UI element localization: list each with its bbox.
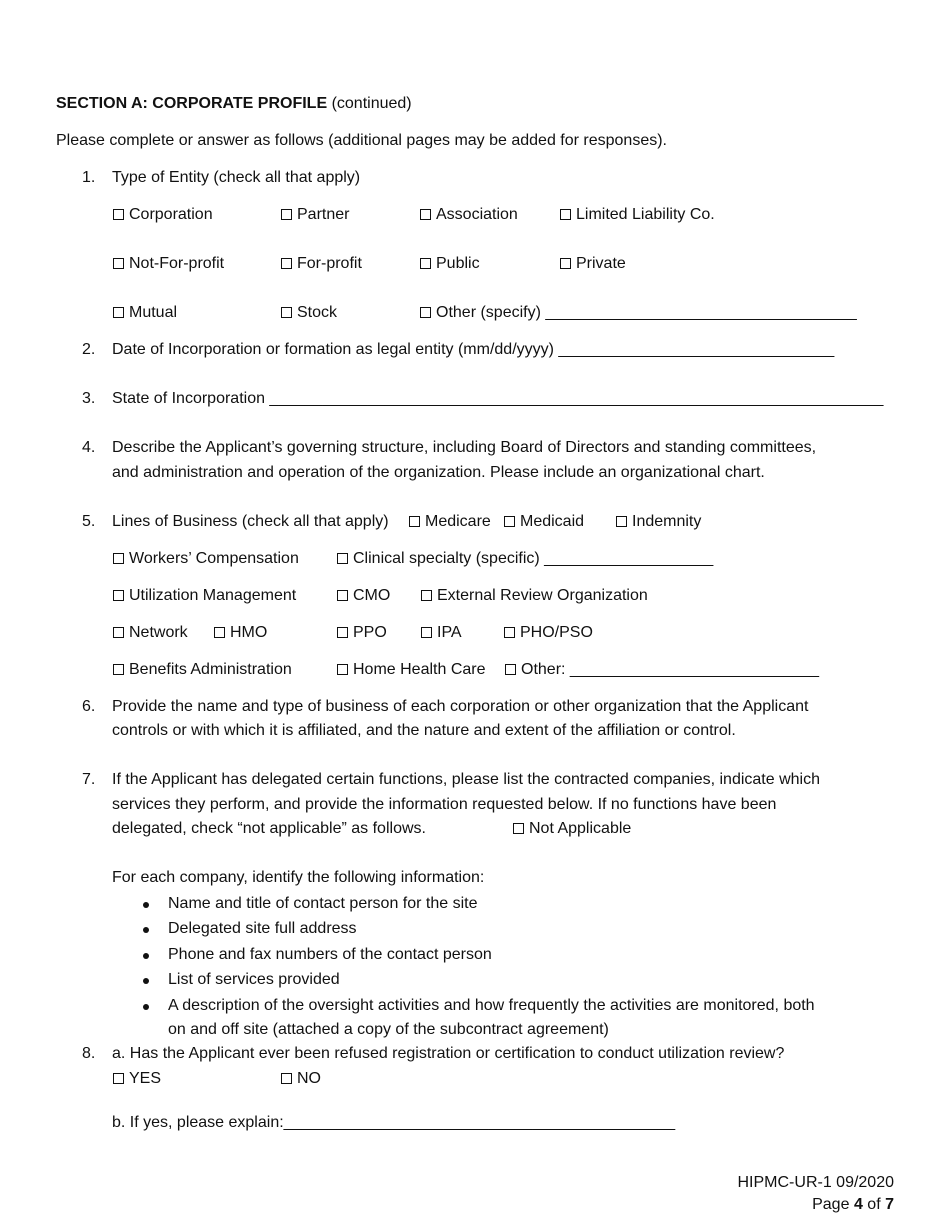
- checkbox-icon: [113, 553, 124, 564]
- checkbox-private[interactable]: Private: [560, 254, 626, 274]
- checkbox-icon: [420, 258, 431, 269]
- checkbox-icon: [560, 258, 571, 269]
- checkbox-ipa[interactable]: IPA: [421, 623, 462, 643]
- checkbox-icon: [337, 664, 348, 675]
- checkbox-not-for-profit[interactable]: Not-For-profit: [113, 254, 224, 274]
- q7-bullet-5-continued: on and off site (attached a copy of the subcontract agreement): [168, 1021, 609, 1038]
- bullet-icon: [143, 927, 149, 933]
- checkbox-pho-pso[interactable]: PHO/PSO: [504, 623, 593, 643]
- q2-date-of-incorporation-field[interactable]: Date of Incorporation or formation as legal entity (mm/dd/yyyy) _______________________________: [112, 341, 835, 358]
- checkbox-icon: [113, 209, 124, 220]
- q7-bullet-1: Name and title of contact person for the site: [168, 895, 478, 912]
- footer-form-id: HIPMC-UR-1 09/2020: [737, 1174, 894, 1191]
- q1-label: Type of Entity (check all that apply): [112, 169, 361, 186]
- q7-number: 7.: [82, 771, 96, 788]
- checkbox-mutual[interactable]: Mutual: [113, 303, 177, 323]
- q5-number: 5.: [82, 513, 96, 530]
- checkbox-indemnity[interactable]: Indemnity: [616, 512, 701, 532]
- q3-state-of-incorporation-field[interactable]: State of Incorporation _____________________________________________________________________: [112, 390, 884, 407]
- checkbox-icon: [504, 516, 515, 527]
- checkbox-network[interactable]: Network: [113, 623, 188, 643]
- checkbox-icon: [337, 590, 348, 601]
- checkbox-ppo[interactable]: PPO: [337, 623, 387, 643]
- checkbox-icon: [113, 307, 124, 318]
- checkbox-icon: [420, 307, 431, 318]
- checkbox-yes[interactable]: YES: [113, 1069, 161, 1089]
- checkbox-association[interactable]: Association: [420, 205, 518, 225]
- checkbox-medicare[interactable]: Medicare: [409, 512, 491, 532]
- checkbox-other-business[interactable]: Other: ____________________________: [505, 660, 819, 680]
- checkbox-medicaid[interactable]: Medicaid: [504, 512, 584, 532]
- checkbox-icon: [113, 258, 124, 269]
- checkbox-corporation[interactable]: Corporation: [113, 205, 213, 225]
- checkbox-icon: [113, 627, 124, 638]
- checkbox-icon: [214, 627, 225, 638]
- q7-for-each-text: For each company, identify the following information:: [112, 869, 485, 886]
- q7-line1: If the Applicant has delegated certain functions, please list the contracted companies, indicate which: [112, 771, 820, 788]
- checkbox-not-applicable[interactable]: Not Applicable: [513, 819, 631, 839]
- section-suffix: (continued): [331, 95, 412, 112]
- checkbox-icon: [281, 307, 292, 318]
- q4-line2: and administration and operation of the organization. Please include an organizational chart.: [112, 464, 765, 481]
- checkbox-icon: [113, 590, 124, 601]
- checkbox-icon: [281, 209, 292, 220]
- q6-number: 6.: [82, 698, 96, 715]
- q7-line3: delegated, check “not applicable” as follows.: [112, 820, 426, 837]
- checkbox-no[interactable]: NO: [281, 1069, 321, 1089]
- checkbox-icon: [337, 553, 348, 564]
- checkbox-icon: [113, 664, 124, 675]
- intro-text: Please complete or answer as follows (additional pages may be added for responses).: [56, 132, 667, 149]
- section-heading: [56, 94, 412, 114]
- checkbox-icon: [409, 516, 420, 527]
- checkbox-icon: [281, 1073, 292, 1084]
- checkbox-icon: [113, 1073, 124, 1084]
- q7-bullet-4: List of services provided: [168, 971, 340, 988]
- q4-line1: Describe the Applicant’s governing structure, including Board of Directors and standing committees,: [112, 439, 817, 456]
- checkbox-icon: [421, 590, 432, 601]
- q7-bullet-2: Delegated site full address: [168, 920, 357, 937]
- q3-number: 3.: [82, 390, 96, 407]
- checkbox-icon: [420, 209, 431, 220]
- section-title: SECTION A: CORPORATE PROFILE: [56, 95, 328, 112]
- checkbox-icon: [421, 627, 432, 638]
- bullet-icon: [143, 902, 149, 908]
- q8-question-a: a. Has the Applicant ever been refused registration or certification to conduct utilization review?: [112, 1045, 785, 1062]
- q2-number: 2.: [82, 341, 96, 358]
- checkbox-icon: [281, 258, 292, 269]
- q6-line1: Provide the name and type of business of each corporation or other organization that the Applicant: [112, 698, 809, 715]
- footer-page-number: Page 4 of 7: [812, 1196, 894, 1213]
- checkbox-icon: [505, 664, 516, 675]
- checkbox-external-review[interactable]: External Review Organization: [421, 586, 648, 606]
- checkbox-icon: [560, 209, 571, 220]
- checkbox-icon: [504, 627, 515, 638]
- bullet-icon: [143, 978, 149, 984]
- q7-bullet-5: A description of the oversight activities and how frequently the activities are monitored, both: [168, 997, 815, 1014]
- checkbox-icon: [616, 516, 627, 527]
- q1-number: 1.: [82, 169, 96, 186]
- checkbox-hmo[interactable]: HMO: [214, 623, 267, 643]
- checkbox-public[interactable]: Public: [420, 254, 480, 274]
- bullet-icon: [143, 953, 149, 959]
- checkbox-utilization-management[interactable]: Utilization Management: [113, 586, 296, 606]
- checkbox-benefits-administration[interactable]: Benefits Administration: [113, 660, 292, 680]
- q8-number: 8.: [82, 1045, 96, 1062]
- checkbox-cmo[interactable]: CMO: [337, 586, 390, 606]
- q4-number: 4.: [82, 439, 96, 456]
- q5-label: Lines of Business (check all that apply): [112, 513, 389, 530]
- checkbox-llc[interactable]: Limited Liability Co.: [560, 205, 715, 225]
- checkbox-for-profit[interactable]: For-profit: [281, 254, 362, 274]
- checkbox-icon: [337, 627, 348, 638]
- q6-line2: controls or with which it is affiliated, and the nature and extent of the affiliation or control.: [112, 722, 736, 739]
- checkbox-stock[interactable]: Stock: [281, 303, 337, 323]
- checkbox-clinical-specialty[interactable]: Clinical specialty (specific) ___________________: [337, 549, 713, 569]
- checkbox-other-entity[interactable]: Other (specify) ___________________________________: [420, 303, 857, 323]
- checkbox-home-health-care[interactable]: Home Health Care: [337, 660, 486, 680]
- checkbox-icon: [513, 823, 524, 834]
- q7-bullet-3: Phone and fax numbers of the contact person: [168, 946, 492, 963]
- q7-line2: services they perform, and provide the information requested below. If no functions have been: [112, 796, 777, 813]
- q8-explain-field[interactable]: b. If yes, please explain:____________________________________________: [112, 1114, 676, 1131]
- checkbox-partner[interactable]: Partner: [281, 205, 349, 225]
- checkbox-workers-comp[interactable]: Workers’ Compensation: [113, 549, 299, 569]
- bullet-icon: [143, 1004, 149, 1010]
